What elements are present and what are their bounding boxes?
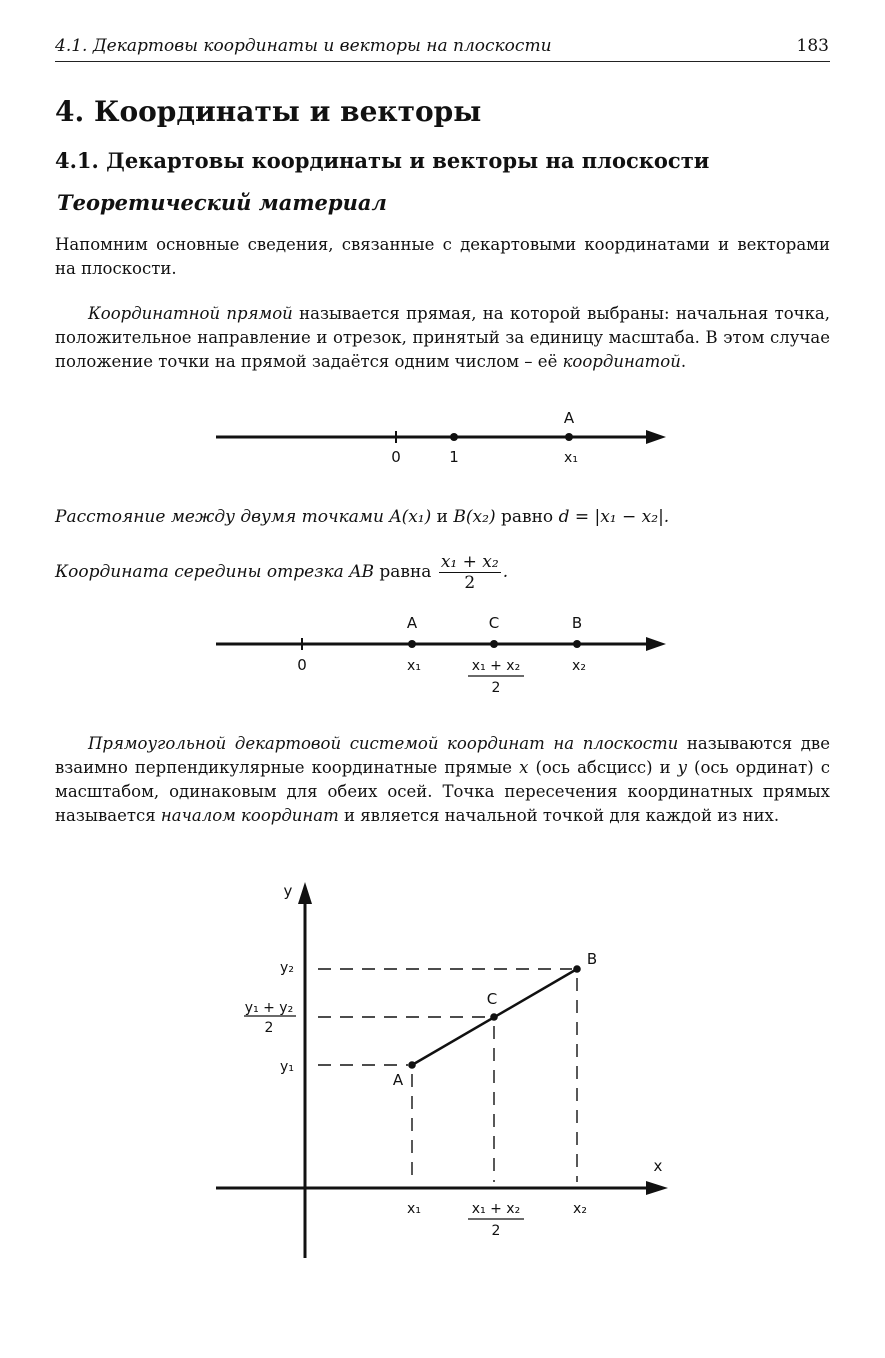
term-coordinate-line: Координатной прямой	[88, 304, 293, 323]
distance-expression: d = |x₁ − x₂|.	[558, 507, 670, 527]
midpoint-numerator: x₁ + x₂	[440, 552, 499, 572]
midpoint-denominator: 2	[464, 573, 476, 593]
figure-coordinate-plane	[0, 870, 885, 1270]
midpoint-formula	[55, 552, 508, 593]
distance-lead: Расстояние между двумя точками	[55, 507, 384, 527]
label-ymid-denominator: 2	[264, 1020, 274, 1036]
point-a	[408, 1061, 416, 1069]
label-x1: x₁	[564, 450, 578, 466]
label-mid-numerator: x₁ + x₂	[471, 658, 521, 674]
y-axis-arrow-icon	[298, 882, 312, 904]
term-cartesian-system: Прямоугольной декартовой системой координат на плоскости	[88, 734, 679, 753]
point-a	[565, 433, 573, 441]
distance-and: и	[436, 507, 449, 527]
label-mid-denominator: 2	[491, 680, 501, 696]
label-ymid-numerator: y₁ + y₂	[244, 1000, 294, 1016]
page-number: 183	[796, 36, 829, 56]
label-x2: x₂	[573, 1201, 587, 1217]
point-c	[490, 640, 498, 648]
label-x1: x₁	[407, 1201, 421, 1217]
dashed-guides	[318, 969, 577, 1182]
label-x2: x₂	[572, 658, 586, 674]
coordinate-line-end: .	[680, 352, 687, 371]
var-y: y	[677, 758, 687, 777]
cartesian-text-2: (ось абсцисс) и	[528, 758, 678, 777]
figure-midpoint-line	[0, 608, 885, 703]
distance-point-a: A(x₁)	[389, 507, 432, 527]
midpoint-equals: равна	[379, 562, 432, 582]
unit-point	[450, 433, 458, 441]
subsection-heading: Теоретический материал	[57, 190, 387, 215]
header-rule	[55, 61, 830, 62]
midpoint-lead: Координата середины отрезка	[55, 562, 344, 582]
midpoint-segment: AB	[349, 562, 374, 582]
var-x: x	[519, 758, 529, 777]
cartesian-text-1: называются две взаимно перпендикулярные координатные прямые	[55, 734, 830, 777]
point-c	[490, 1013, 498, 1021]
label-a: A	[392, 1071, 404, 1089]
midpoint-fraction	[439, 552, 501, 593]
x-axis-arrow-icon	[646, 1181, 668, 1195]
label-a: A	[406, 614, 418, 632]
point-a	[408, 640, 416, 648]
cartesian-paragraph	[55, 732, 830, 828]
label-xmid-numerator: x₁ + x₂	[471, 1201, 521, 1217]
label-y1: y₁	[280, 1059, 294, 1075]
coordinate-line-paragraph	[55, 302, 830, 374]
label-x1: x₁	[407, 658, 421, 674]
label-xmid-denominator: 2	[491, 1223, 501, 1239]
arrow-head-icon	[646, 430, 666, 444]
label-zero: 0	[391, 448, 401, 466]
label-a: A	[563, 409, 575, 427]
cartesian-text-4: и является начальной точкой для каждой из них.	[338, 806, 780, 825]
label-zero: 0	[297, 656, 307, 674]
label-one: 1	[449, 448, 459, 466]
term-coordinate: координатой	[562, 352, 681, 371]
label-c: C	[488, 614, 500, 632]
y-axis-label: y	[283, 882, 293, 900]
midpoint-end: .	[502, 562, 509, 582]
cartesian-text-3: (ось ординат) с масштабом, одинаковым для обеих осей. Точка пересечения координатных прямых называется	[55, 758, 830, 825]
label-b: B	[586, 950, 598, 968]
x-axis-label: x	[653, 1157, 663, 1175]
label-y2: y₂	[280, 960, 294, 976]
label-b: B	[571, 614, 583, 632]
distance-formula	[55, 507, 669, 527]
point-b	[573, 965, 581, 973]
point-b	[573, 640, 581, 648]
section-heading: 4.1. Декартовы координаты и векторы на плоскости	[55, 148, 710, 173]
chapter-heading: 4. Координаты и векторы	[55, 95, 482, 128]
term-origin: началом координат	[160, 806, 339, 825]
coordinate-line-text: называется прямая, на которой выбраны: начальная точка, положительное направление и отрезок, принятый за единицу масштаба. В этом случае положение точки на прямой задаётся одним числом – её	[55, 304, 830, 371]
distance-point-b: B(x₂)	[453, 507, 496, 527]
label-c: C	[486, 990, 498, 1008]
figure-number-line	[0, 400, 885, 480]
distance-equals: равно	[501, 507, 554, 527]
arrow-head-icon	[646, 637, 666, 651]
running-head-title: 4.1. Декартовы координаты и векторы на плоскости	[55, 36, 552, 56]
intro-paragraph: Напомним основные сведения, связанные с декартовыми координатами и векторами на плоскости.	[55, 235, 830, 278]
